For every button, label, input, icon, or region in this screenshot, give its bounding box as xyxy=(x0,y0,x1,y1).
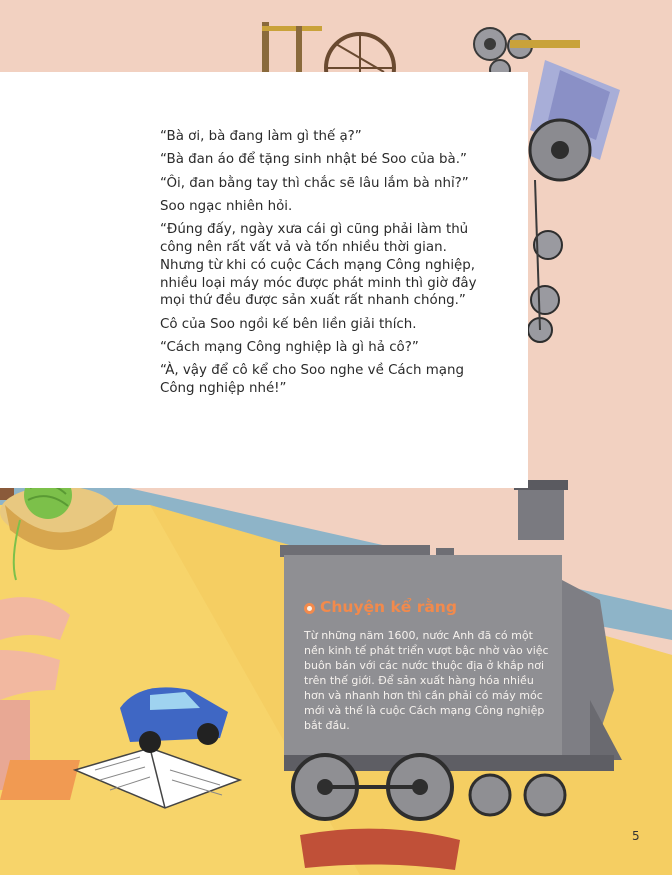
story-line: “Bà đan áo để tặng sinh nhật bé Soo của bà.” xyxy=(160,152,467,168)
story-line: “Đúng đấy, ngày xưa cái gì cũng phải làm thủ công nên rất vất vả và tốn nhiều thời gian. Nhưng từ khi có cuộc Cách mạng Công nghiệp, nhiều loại máy móc được phát minh thì giờ đây mọi thứ đều được sản xuất rất nhanh chóng.” xyxy=(160,222,477,309)
story-line: “Bà ơi, bà đang làm gì thế ạ?” xyxy=(160,129,362,144)
page-number: 5 xyxy=(632,829,640,843)
infobox-body: Từ những năm 1600, nước Anh đã có một nền kinh tế phát triển vượt bậc nhờ vào việc buôn bán với các nước thuộc địa ở khắp nơi trên thế giới. Để sản xuất hàng hóa nhiều hơn và nhanh hơn thì cần phải có máy móc mới và thế là cuộc Cách mạng Công nghiệp bắt đầu. xyxy=(304,629,549,732)
infobox-title xyxy=(302,598,457,616)
story-text xyxy=(160,128,480,403)
story-line: Soo ngạc nhiên hỏi. xyxy=(160,198,293,214)
infobox-title-text: Chuyện kể rằng xyxy=(320,598,457,616)
story-line: Cô của Soo ngồi kế bên liền giải thích. xyxy=(160,316,417,332)
story-line: “Cách mạng Công nghiệp là gì hả cô?” xyxy=(160,339,419,355)
story-line: “Ôi, đan bằng tay thì chắc sẽ lâu lắm bà nhỉ?” xyxy=(160,175,469,191)
story-line: “À, vậy để cô kể cho Soo nghe về Cách mạng Công nghiệp nhé!” xyxy=(160,363,464,397)
